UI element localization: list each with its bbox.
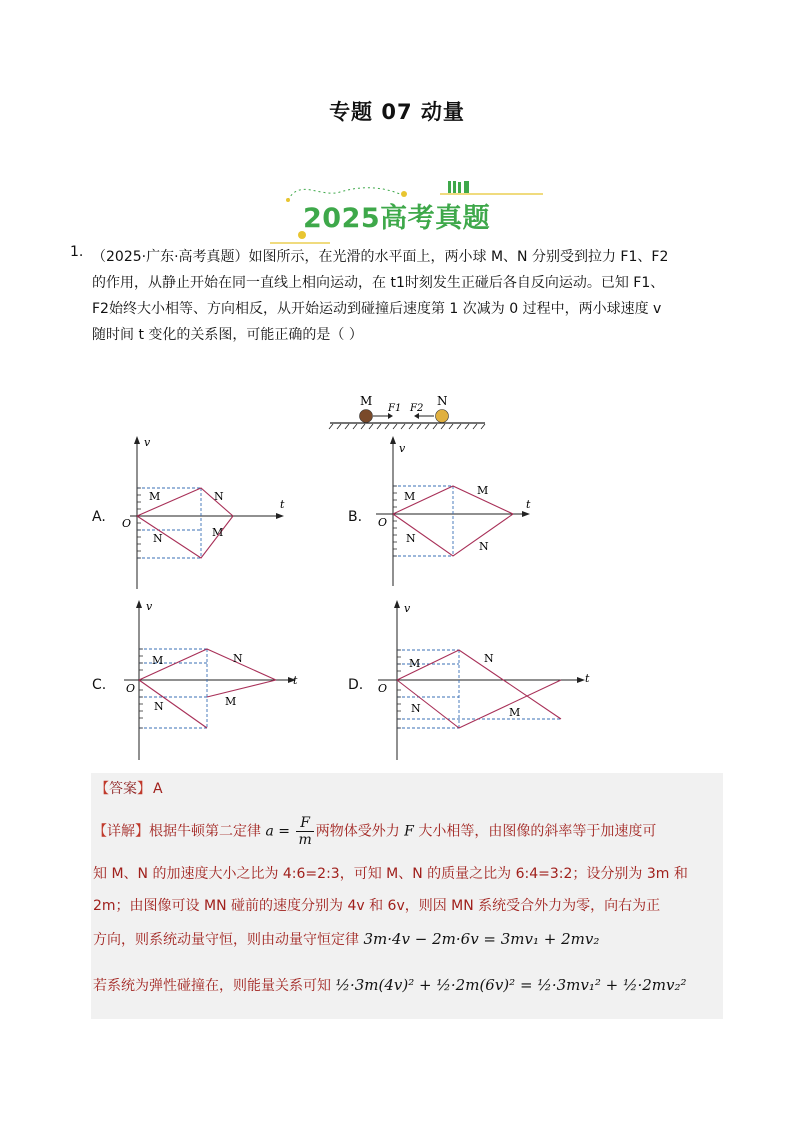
option-b-graph: [366, 434, 546, 594]
detail-line-5: [93, 970, 687, 1002]
option-d-label: D.: [348, 677, 364, 693]
detail-label: 详解: [107, 823, 135, 840]
option-b-label: B.: [348, 509, 363, 525]
origin-label: O: [378, 682, 388, 695]
origin-label: O: [378, 516, 388, 529]
series-m-label: M: [409, 657, 421, 670]
v-axis-label: v: [399, 442, 406, 455]
detail-text-1d: 大小相等，由图像的斜率等于加速度可: [418, 823, 657, 840]
series-n-label: N: [153, 532, 163, 545]
option-c-graph: [110, 598, 305, 763]
series-m-label: M: [152, 654, 164, 667]
momentum-equation: 3m·4v − 2m·6v = 3mv₁ + 2mv₂: [363, 930, 600, 948]
bracket-open: 【: [95, 781, 109, 797]
t-axis-label: t: [526, 498, 531, 511]
series-m-label-after: M: [212, 526, 224, 539]
banner-title: 2025高考真题: [303, 203, 491, 234]
detail-line-4: [93, 924, 599, 956]
series-m-label-after: M: [509, 706, 521, 719]
t-axis-label: t: [585, 672, 590, 685]
ball-m-label: M: [360, 394, 373, 408]
page-title: 专题 07 动量: [329, 100, 465, 124]
t-axis-label: t: [280, 498, 285, 511]
section-banner: [270, 178, 550, 248]
series-n-label: N: [411, 702, 421, 715]
option-c-label: C.: [92, 677, 107, 693]
energy-equation: ½·3m(4v)² + ½·2m(6v)² = ½·3mv₁² + ½·2mv₂²: [335, 976, 687, 994]
v-axis-label: v: [144, 436, 151, 449]
fraction-numerator: F: [296, 815, 313, 832]
series-m-label: M: [404, 490, 416, 503]
formula-a: a =: [265, 823, 290, 840]
force-f2-label: F2: [410, 403, 424, 414]
setup-figure: [325, 392, 490, 432]
answer-label: 答案: [109, 781, 137, 797]
question-text: [92, 244, 732, 348]
series-n-label-after: N: [479, 540, 489, 553]
answer-line: [95, 778, 163, 798]
question-line-4: 随时间 t 变化的关系图，可能正确的是（ ）: [92, 327, 363, 343]
v-axis-label: v: [404, 602, 411, 615]
question-line-2: 的作用，从静止开始在同一直线上相向运动，在 t1时刻发生正碰后各自反向运动。已知 F1、: [92, 275, 665, 291]
series-n-label-after: N: [484, 652, 494, 665]
detail-line-1: 【详解】根据牛顿第二定律 a = $\frac{F}{m}$ 两物体受外力 F 大小相等，由图像的斜率等于加速度可: [93, 815, 657, 848]
question-line-3: F2始终大小相等、方向相反，从开始运动到碰撞后速度第 1 次减为 0 过程中，两小球速度 v: [92, 301, 662, 317]
origin-label: O: [126, 682, 136, 695]
detail-var-f: F: [404, 823, 414, 840]
answer-value: A: [153, 781, 163, 797]
force-f1-label: F1: [388, 403, 402, 414]
question-number: 1.: [70, 244, 84, 260]
ball-n-label: N: [437, 394, 448, 408]
detail-text-4: 方向，则系统动量守恒，则由动量守恒定律: [93, 932, 359, 948]
option-d-graph: [366, 598, 596, 763]
detail-line-3: 2m；由图像可设 MN 碰前的速度分别为 4v 和 6v，则因 MN 系统受合外力为零，向右为正: [93, 898, 661, 914]
detail-text-5: 若系统为弹性碰撞在，则能量关系可知: [93, 978, 331, 994]
v-axis-label: v: [146, 600, 153, 613]
ball-n: [436, 410, 449, 423]
series-m-label-after: M: [477, 484, 489, 497]
question-line-1: 如图所示，在光滑的水平面上，两小球 M、N 分别受到拉力 F1、F2: [248, 249, 669, 265]
detail-text-1b: 两物体受外力: [315, 823, 400, 840]
series-n-label: N: [406, 532, 416, 545]
series-n-label-after: N: [233, 652, 243, 665]
origin-label: O: [122, 517, 132, 530]
series-m-label: M: [149, 490, 161, 503]
option-a-label: A.: [92, 509, 106, 525]
series-n-label: N: [154, 700, 164, 713]
t-axis-label: t: [293, 674, 298, 687]
question-source: （2025·广东·高考真题）: [92, 249, 249, 265]
series-n-label-after: N: [214, 490, 224, 503]
ball-m: [360, 410, 373, 423]
series-m-label-after: M: [225, 695, 237, 708]
fraction: [296, 815, 313, 848]
bracket-close: 】: [137, 781, 151, 797]
fraction-denominator: m: [298, 832, 312, 848]
detail-line-2: 知 M、N 的加速度大小之比为 4:6=2:3，可知 M、N 的质量之比为 6:4=3:2；设分别为 3m 和: [93, 866, 688, 882]
option-a-graph: [110, 434, 290, 594]
detail-text-1a: 根据牛顿第二定律: [149, 823, 261, 840]
